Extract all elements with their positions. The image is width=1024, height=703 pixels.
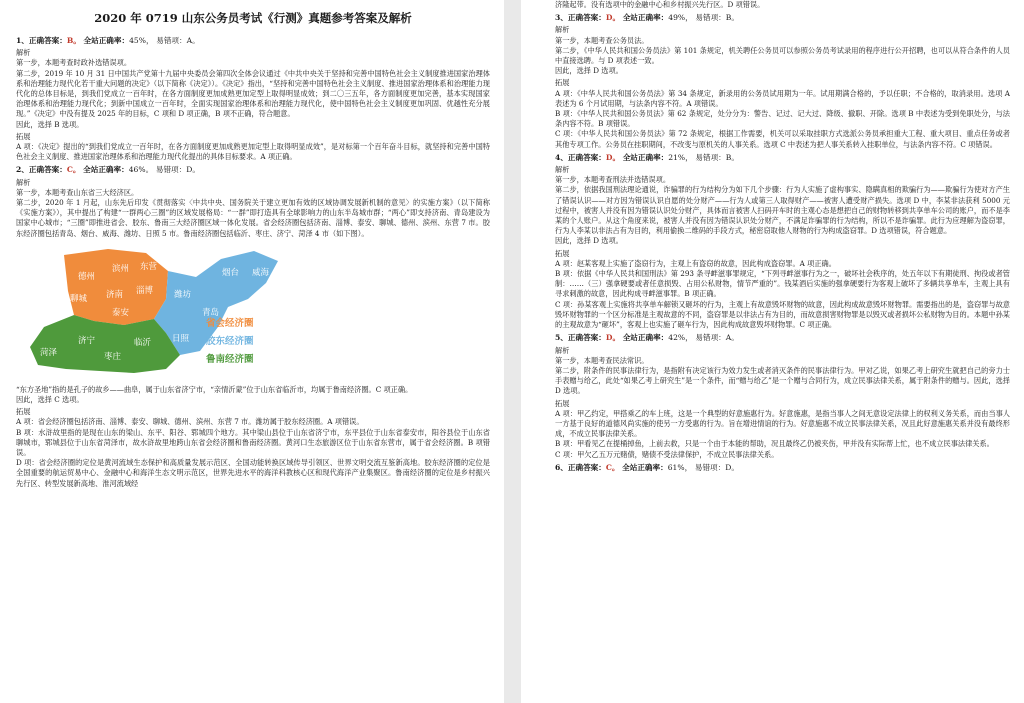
left-page — [0, 0, 504, 703]
map-label-yantai: 烟台 — [222, 267, 240, 278]
q3-extension-b: B 项：《中华人民共和国公务员法》第 62 条规定，处分分为：警告、记过、记大过、降级、撤职、开除。选项 B 中表述为受到免职处分，与法条内容不符。B 项错误。 — [555, 109, 1010, 129]
q4-extension-a: A 项：赵某客观上实施了盗窃行为，主观上有盗窃的故意，因此构成盗窃罪。A 项正确。 — [555, 258, 836, 268]
q2-conclusion: 因此，选择 C 选项。 — [16, 395, 84, 405]
q1-extension-a: A 项：《决定》提出的“到我们党成立一百年时，在各方面制度更加成熟更加定型上取得明显成效”，是对标第一个百年奋斗目标，就坚持和完善中国特色社会主义制度、推进国家治理体系和治理能力现代化提出的具体目标要求。A 项正确。 — [16, 142, 490, 162]
q3-step2: 第二步，《中华人民共和国公务员法》第 101 条规定，机关聘任公务员可以参照公务员考试录用的程序进行公开招聘，也可以从符合条件的人员中直接选聘。与 D 项表述一致。 — [555, 45, 1010, 66]
q3-extension-label: 拓展 — [555, 78, 570, 88]
right-page — [521, 0, 1024, 703]
q5-extension-c: C 项：甲欠乙五万元赌债，赌债不受法律保护，不成立民事法律关系。 — [555, 449, 779, 459]
q3-step1: 第一步，本题考查公务员法。 — [555, 35, 649, 45]
map-label-weihai: 威海 — [252, 267, 270, 278]
map-graphic — [16, 241, 298, 379]
map-label-jining: 济宁 — [78, 335, 96, 346]
q5-step2: 第二步，附条件的民事法律行为，是指附有决定该行为效力发生或者消灭条件的民事法律行为。甲对乙说，如果乙考上研究生就把自己的旁力士手表赠与给乙，此处“如果乙考上研究生”是一个条件，而“赠与给乙”是一个赠与合同行为，成立民事法律关系，属于附条件的赠与。因此，选择 D 选项。 — [555, 365, 1010, 396]
map-label-binzhou: 滨州 — [112, 263, 130, 274]
q3-answer: 3、正确答案：D。 全站正确率：49%， 易错项：B。 — [555, 13, 739, 23]
q4-answer: 4、正确答案：D。 全站正确率：21%， 易错项：B。 — [555, 152, 739, 162]
q6-answer: 6、正确答案：C。 全站正确率：61%， 易错项：D。 — [555, 462, 739, 472]
q5-answer: 5、正确答案：D。 全站正确率：42%， 易错项：A。 — [555, 333, 739, 343]
map-label-dongying: 东营 — [140, 261, 158, 272]
q1-conclusion: 因此，选择 B 选项。 — [16, 119, 84, 129]
map-label-linyi: 临沂 — [134, 337, 152, 348]
q4-extension-label: 拓展 — [555, 248, 570, 258]
document-title: 2020 年 0719 山东公务员考试《行测》真题参考答案及解析 — [94, 11, 412, 25]
q5-extension-b: B 项：甲看见乙在提桶掉鱼，上前去救，只是一个由于本能的帮助，况且最终乙仍被夹伤，甲并没有实际帮上忙，也不成立民事法律关系。 — [555, 439, 994, 449]
map-label-zibo: 淄博 — [136, 285, 154, 296]
q2-extension-a: A 项：省会经济圈包括济南、淄博、泰安、聊城、德州、滨州、东营 7 市。潍坊属于胶东经济圈。A 项错误。 — [16, 417, 364, 427]
q1-step1: 第一步，本题考查时政补选错误项。 — [16, 58, 132, 68]
q2-explanation: “东方圣地”指的是孔子的故乡——曲阜，属于山东省济宁市，“亲情沂蒙”位于山东省临沂市，均属于鲁南经济圈。C 项正确。 — [16, 384, 413, 394]
q2-step1: 第一步，本题考查山东省三大经济区。 — [16, 187, 139, 197]
q2-extension-d-continued: 济隆起带。没有选项中的金融中心和乡村振兴先行区。D 项错误。 — [555, 0, 765, 9]
map-label-rizhao: 日照 — [172, 333, 190, 344]
q1-extension-label: 拓展 — [16, 131, 31, 141]
map-label-weifang: 潍坊 — [174, 289, 192, 300]
map-label-jinan: 济南 — [106, 289, 124, 300]
q2-extension-label: 拓展 — [16, 407, 31, 417]
map-label-taian: 泰安 — [112, 307, 130, 318]
q2-extension-d: D 项：省会经济圈的定位是黄河流域生态保护和高质量发展示范区、全国动能转换区域传导引领区、世界文明交流互鉴新高地。胶东经济圈的定位是全国重要的航运贸易中心、金融中心和海洋生态文明示范区，世界先进水平的海洋科教核心区和现代海洋产业集聚区。鲁南经济圈的定位是乡村振兴先行区、转型发展新高地、淮河流域经 — [16, 458, 490, 488]
map-label-heze: 菏泽 — [40, 347, 58, 358]
map-label-qingdao: 青岛 — [202, 307, 220, 318]
q2-step2: 第二步，2020 年 1 月起，山东先后印发《贯彻落实〈中共中央、国务院关于建立更加有效的区域协调发展新机制的意见〉的实施方案》（以下简称《实施方案》），其中提出了构建“一群两心三圈”的区域发展格局：“一群”即打造具有全球影响力的山东半岛城市群；“两心”即支持济南、青岛建设为国家中心城市；“三圈”即推进省会、胶东、鲁南三大经济圈区域一体化发展。省会经济圈包括济南、淄博、泰安、聊城、德州、滨州、东营 7 市。胶东经济圈包括青岛、烟台、威海、潍坊、日照 5 市。鲁南经济圈包括临沂、枣庄、济宁、菏泽 4 市（如下图）。 — [16, 198, 490, 238]
q4-conclusion: 因此，选择 D 选项。 — [555, 236, 623, 246]
q1-step2: 第二步，2019 年 10 月 31 日中国共产党第十九届中央委员会第四次全体会议通过《中共中央关于坚持和完善中国特色社会主义制度推进国家治理体系和治理能力现代化若干重大问题的决定》（以下简称《决定》）。《决定》指出，“坚持和完善中国特色社会主义制度、推进国家治理体系和治理能力现代化的总体目标是，到我们党成立一百年时，在各方面制度更加成熟更加定型上取得明显成效；到二〇三五年，各方面制度更加完善，基本实现国家治理体系和治理能力现代化；到新中国成立一百年时，全面实现国家治理体系和治理能力现代化，使中国特色社会主义制度更加巩固、优越性充分展现。”《决定》中没有提及 2025 年的目标，C 项和 D 项正确，B 项不正确，符合题意。 — [16, 68, 490, 119]
q4-step1: 第一步，本题考查刑法并选错误项。 — [555, 175, 671, 185]
q2-answer: 2、正确答案：C。 全站正确率：46%。 易错项：D。 — [16, 165, 200, 175]
q3-extension-a: A 项：《中华人民共和国公务员法》第 34 条规定，新录用的公务员试用期为一年。试用期满合格的，予以任职；不合格的，取消录用。选项 A 表述为 6 个月试用期，与法条内容不符。A 项错误。 — [555, 88, 1010, 108]
q1-answer: 1、正确答案：B。 全站正确率：45%， 易错项：A。 — [16, 36, 200, 45]
q4-analysis-label: 解析 — [555, 165, 570, 175]
legend-south: 鲁南经济圈 — [206, 353, 254, 365]
q5-extension-label: 拓展 — [555, 398, 570, 408]
map-region-south — [30, 315, 180, 373]
map-label-zaozhuang: 枣庄 — [104, 351, 122, 362]
q2-analysis-label: 解析 — [16, 177, 31, 187]
q2-extension-b: B 项：水浒故里指的是现在山东的梁山、东平、阳谷、郓城四个地方。其中梁山县位于山东省济宁市，东平县位于山东省泰安市，阳谷县位于山东省聊城市，郓城县位于山东省菏泽市，故水浒故里地跨山东省会经济圈和鲁南经济圈。黄河口生态旅游区位于山东省东营市，属于省会经济圈。B 项错误。 — [16, 427, 490, 458]
legend-west: 省会经济圈 — [206, 317, 254, 329]
legend-east: 胶东经济圈 — [206, 335, 254, 347]
q5-step1: 第一步，本题考查民法常识。 — [555, 355, 649, 365]
map-label-dezhou: 德州 — [78, 271, 96, 282]
q1-analysis-label: 解析 — [16, 48, 31, 58]
q3-analysis-label: 解析 — [555, 25, 570, 35]
q3-extension-c: C 项：《中华人民共和国公务员法》第 72 条规定，根据工作需要，机关可以采取挂职方式选派公务员承担重大工程、重大项目、重点任务或者其他专项工作。公务员在挂职期间，不改变与原机关的人事关系。选项 C 中表述为把人事关系转入挂职单位，与法条内容不符。C 项错误。 — [555, 129, 1010, 149]
q4-step2: 第二步，依据我国刑法理论通说，诈骗罪的行为结构分为如下几个步骤：行为人实施了虚构事实、隐瞒真相的欺骗行为——欺骗行为使对方产生了错误认识——对方因为错误认识自愿的处分财产——行为人或第三人取得财产——被害人遭受财产损失。选项 D 中，李某非法获利 5000 元过程中，被害人并没有因为错误认识处分财产，具体而言被害人扫码开车时的主观心态是想把自己的财物转移到共享单车公司的账户，而不是李某的个人账户。从这个角度来说，被害人并没有因为错误认识处分财产，不满足诈骗罪的行为结构，所以不是诈骗罪。此行为应理解为盗窃罪，行为人李某以非法占有为目的，利用偷换二维码的手段方式，秘密窃取他人财物的行为构成盗窃罪。D 选项错误，符合题意。 — [555, 185, 1010, 236]
map-label-liaocheng: 聊城 — [70, 293, 88, 304]
q5-extension-a: A 项：甲乙约定，甲搭乘乙的车上班，这是一个典型的好意施惠行为。好意施惠，是指当事人之间无意设定法律上的权利义务关系，而由当事人一方基于良好的道德风尚实施的使另一方受惠的行为。旨在增进情谊的行为。好意施惠不成立民事法律关系，况且此好意施惠关系并没有最终形成，不成立民事法律关系。 — [555, 408, 1010, 439]
shandong-economic-map — [16, 241, 298, 379]
q4-extension-b: B 项：依据《中华人民共和国刑法》第 293 条寻衅滋事罪规定，“下列寻衅滋事行为之一，破坏社会秩序的，处五年以下有期徒刑、拘役或者管制：……（三）强拿硬要或者任意损毁、占用公私财物，情节严重的”。钱某酒后实施的强拿硬要行为客观上破坏了多辆共享单车，主观上具有寻求刺激的故意，因此构成寻衅滋事罪。B 项正确。 — [555, 269, 1010, 299]
q5-analysis-label: 解析 — [555, 345, 570, 355]
q4-extension-c: C 项：孙某客观上实施将共享单车解锁又砸坏的行为，主观上有故意毁坏财物的故意，因此构成故意毁坏财物罪。需要指出的是，盗窃罪与故意毁坏财物罪的一个区分标准是主观故意的不同，盗窃罪是以非法占有为目的，而故意损害财物罪是以毁灭或者损坏公私财物为目的。本题中孙某的主观故意为“砸坏”，客观上也实施了砸车行为，因此构成故意毁坏财物罪。C 项正确。 — [555, 299, 1010, 330]
q3-conclusion: 因此，选择 D 选项。 — [555, 66, 623, 76]
